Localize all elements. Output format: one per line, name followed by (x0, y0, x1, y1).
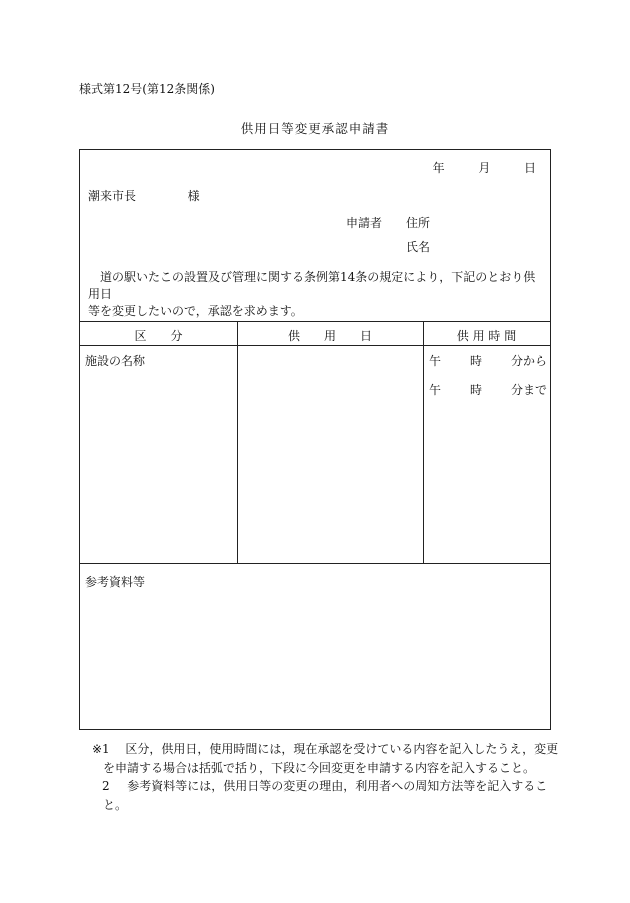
note-2-line-1 (92, 777, 562, 796)
column-header-service-day: 供 用 日 (287, 329, 372, 343)
date-line (433, 159, 536, 176)
statement-line-1: 道の駅いたこの設置及び管理に関する条例第14条の規定により，下記のとおり供用日 (88, 270, 536, 301)
time-from-suffix: 分から (510, 354, 547, 368)
address-label: 住所 (406, 216, 431, 230)
time-from-ampm: 午 (429, 354, 442, 368)
application-form (79, 149, 551, 730)
year-label: 年 (432, 161, 445, 175)
note-2-line-2: と。 (103, 797, 128, 812)
time-to-hour: 時 (469, 383, 482, 397)
addressee (88, 187, 200, 204)
month-label: 月 (478, 161, 491, 175)
notes (92, 740, 562, 814)
column-divider-2 (423, 321, 424, 563)
reference-divider (80, 563, 550, 564)
column-divider-1 (237, 321, 238, 563)
note-1-line-2: を申請する場合は括弧で括り，下段に今回変更を申請する内容を記入すること。 (103, 760, 536, 775)
header-divider (80, 321, 550, 322)
honorific: 様 (187, 189, 200, 203)
time-to-ampm: 午 (429, 383, 442, 397)
note-1-line-1 (92, 740, 562, 759)
form-number: 様式第12号(第12条関係) (79, 82, 215, 96)
addressee-name: 潮来市長 (88, 189, 137, 203)
note-2-mark: 2 (102, 779, 110, 793)
statement-line-2: 等を変更したいので，承認を求めます。 (88, 304, 303, 318)
column-header-service-hours: 供 用 時 間 (456, 329, 517, 343)
request-statement (88, 269, 544, 320)
day-label: 日 (523, 161, 536, 175)
name-label: 氏名 (406, 240, 431, 254)
time-to-suffix: 分まで (510, 383, 547, 397)
time-to-row (429, 381, 547, 398)
time-from-row (429, 352, 547, 369)
facility-name-label: 施設の名称 (85, 354, 146, 368)
column-header-category: 区 分 (134, 329, 183, 343)
note-1-mark: ※1 (92, 742, 110, 756)
applicant-label: 申請者 (346, 216, 383, 230)
document-title: 供用日等変更承認申請書 (240, 121, 390, 136)
time-from-hour: 時 (469, 354, 482, 368)
reference-materials-label: 参考資料等 (85, 575, 146, 589)
note-1-text: 区分，供用日，使用時間には，現在承認を受けている内容を記入したうえ，変更 (125, 742, 559, 756)
column-header-divider (80, 345, 550, 346)
note-2-text: 参考資料等には，供用日等の変更の理由，利用者への周知方法等を記入するこ (127, 779, 548, 793)
